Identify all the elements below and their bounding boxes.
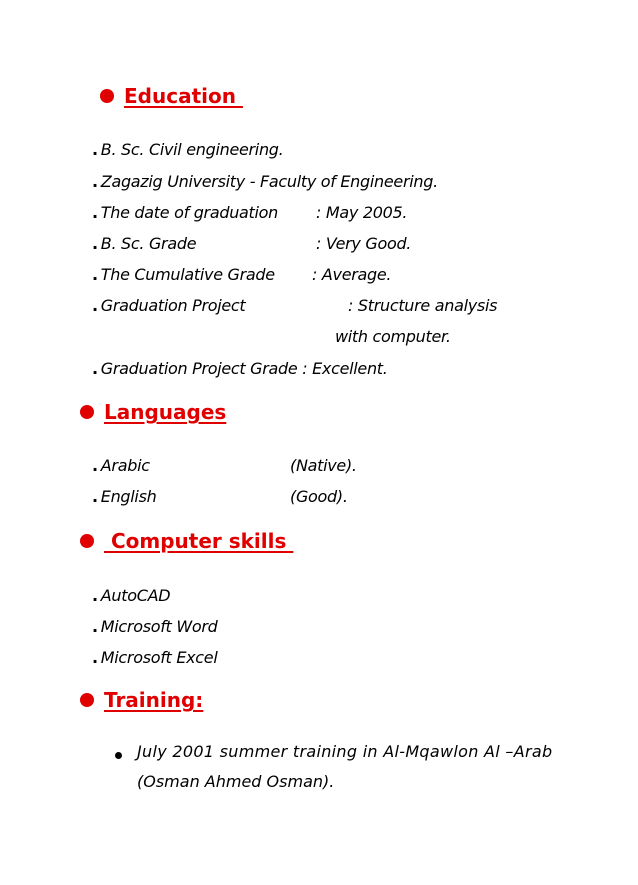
list-item: . Zagazig University - Faculty of Engineering. <box>92 172 438 191</box>
square-bullet-icon: . <box>92 296 98 315</box>
square-bullet-icon: . <box>92 203 98 222</box>
grade-value: : Very Good. <box>316 234 412 253</box>
square-bullet-icon: . <box>92 586 98 605</box>
bullet-icon <box>100 89 114 103</box>
square-bullet-icon: . <box>92 234 98 253</box>
graduation-date-value: : May 2005. <box>316 203 408 222</box>
square-bullet-icon: . <box>92 172 98 191</box>
list-item: . Arabic <box>92 456 150 475</box>
square-bullet-icon: . <box>92 617 98 636</box>
computer-skills-heading: Computer skills <box>80 529 293 553</box>
bullet-icon <box>115 752 122 759</box>
square-bullet-icon: . <box>92 359 98 378</box>
arabic-level: (Native). <box>290 456 357 475</box>
bullet-icon <box>80 693 94 707</box>
english-level: (Good). <box>290 487 348 506</box>
project-value-continued: with computer. <box>335 327 451 346</box>
square-bullet-icon: . <box>92 456 98 475</box>
training-heading: Training: <box>80 688 203 712</box>
bullet-icon <box>80 405 94 419</box>
list-item: . English <box>92 487 157 506</box>
square-bullet-icon: . <box>92 487 98 506</box>
list-item: . The Cumulative Grade <box>92 265 275 284</box>
list-item: . Graduation Project Grade : Excellent. <box>92 359 388 378</box>
list-item: . Microsoft Excel <box>92 648 218 667</box>
cumulative-grade-value: : Average. <box>312 265 392 284</box>
square-bullet-icon: . <box>92 648 98 667</box>
project-value: : Structure analysis <box>348 296 498 315</box>
languages-heading: Languages <box>80 400 226 424</box>
square-bullet-icon: . <box>92 140 98 159</box>
list-item: . Graduation Project <box>92 296 246 315</box>
list-item: . Microsoft Word <box>92 617 218 636</box>
list-item: . B. Sc. Grade <box>92 234 197 253</box>
list-item: . AutoCAD <box>92 586 171 605</box>
education-heading: Education <box>100 84 243 108</box>
training-text-continued: (Osman Ahmed Osman). <box>137 772 335 791</box>
bullet-icon <box>80 534 94 548</box>
list-item: . B. Sc. Civil engineering. <box>92 140 284 159</box>
square-bullet-icon: . <box>92 265 98 284</box>
list-item: . The date of graduation <box>92 203 278 222</box>
training-text: July 2001 summer training in Al-Mqawlon Al –Arab <box>137 742 553 761</box>
